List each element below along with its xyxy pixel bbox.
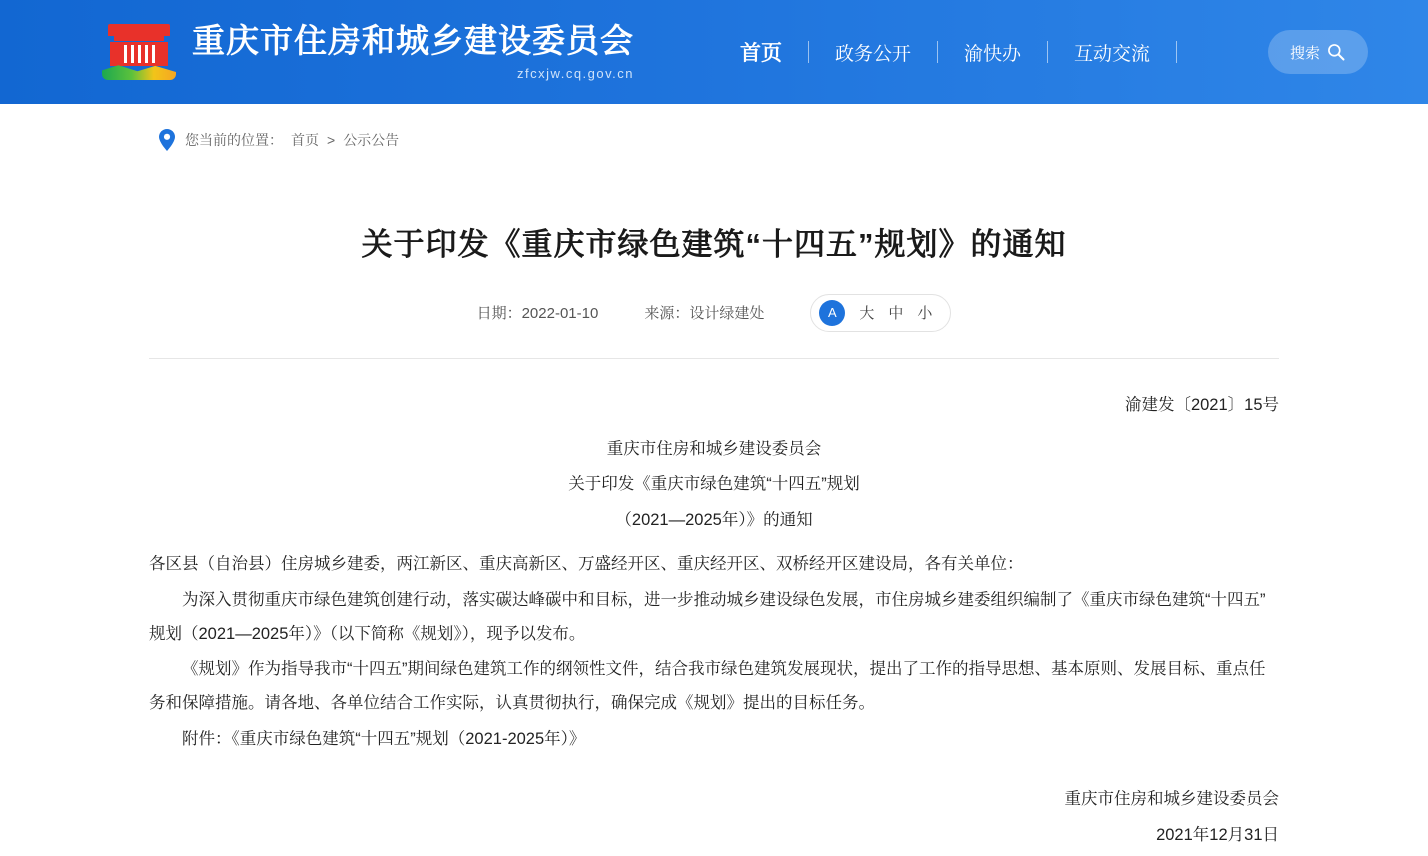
source-label: 来源：设计绿建处 (644, 305, 765, 323)
breadcrumb-item-announcements[interactable]: 公示公告 (343, 132, 400, 148)
font-size-small[interactable]: 小 (917, 305, 933, 323)
search-button[interactable] (1268, 30, 1368, 74)
nav-item-yukuaiban[interactable]: 渝快办 (964, 43, 1022, 65)
font-size-icon: A (819, 300, 845, 326)
main-nav (714, 37, 1177, 67)
issuing-agency: 重庆市住房和城乡建设委员会 (606, 439, 822, 458)
addressee-line: 各区县（自治县）住房城乡建委，两江新区、重庆高新区、万盛经开区、重庆经开区、双桥经开区建设局，各有关单位： (149, 555, 1024, 574)
nav-separator (1176, 41, 1177, 63)
location-pin-icon (157, 128, 177, 152)
signature-date: 2021年12月31日 (1156, 825, 1279, 844)
subject-line-2: （2021—2025年）》的通知 (615, 511, 813, 530)
brand-domain: zfcxjw.cq.gov.cn (517, 65, 634, 81)
search-icon (1326, 42, 1346, 62)
building-logo-icon (100, 22, 178, 82)
font-size-control[interactable] (810, 294, 951, 332)
subject-line-1: 关于印发《重庆市绿色建筑“十四五”规划 (568, 475, 860, 494)
article-body (149, 359, 1279, 853)
nav-item-government-affairs[interactable]: 政务公开 (835, 43, 912, 65)
breadcrumb (59, 104, 1369, 156)
breadcrumb-prefix: 您当前的位置： (185, 132, 283, 148)
font-size-large[interactable]: 大 (859, 305, 875, 323)
document-number: 渝建发〔2021〕15号 (1124, 395, 1279, 414)
breadcrumb-separator: > (327, 132, 336, 148)
article (149, 156, 1279, 332)
publish-date: 日期：2022-01-10 (476, 305, 599, 323)
attachment-line: 附件：《重庆市绿色建筑“十四五”规划（2021-2025年）》 (182, 730, 586, 749)
site-brand[interactable] (100, 22, 634, 82)
font-size-medium[interactable]: 中 (888, 305, 904, 323)
paragraph-1: 为深入贯彻重庆市绿色建筑创建行动，落实碳达峰碳中和目标，进一步推动城乡建设绿色发展，市住房城乡建委组织编制了《重庆市绿色建筑“十四五”规划（2021—2025年）》（以下简称《规划》），现予以发布。 (149, 590, 1266, 643)
nav-item-home[interactable]: 首页 (740, 42, 782, 65)
nav-item-interaction[interactable]: 互动交流 (1074, 43, 1151, 65)
site-header (0, 0, 1428, 104)
breadcrumb-item-home[interactable]: 首页 (291, 132, 319, 148)
brand-title: 重庆市住房和城乡建设委员会 (192, 22, 634, 60)
search-label: 搜索 (1289, 44, 1320, 62)
page-title: 关于印发《重庆市绿色建筑“十四五”规划》的通知 (361, 226, 1067, 262)
paragraph-2: 《规划》作为指导我市“十四五”期间绿色建筑工作的纲领性文件，结合我市绿色建筑发展现状，提出了工作的指导思想、基本原则、发展目标、重点任务和保障措施。请各地、各单位结合工作实际，认真贯彻执行，确保完成《规划》提出的目标任务。 (149, 660, 1266, 713)
signature: 重庆市住房和城乡建设委员会 (1064, 789, 1279, 808)
article-meta (149, 294, 1279, 332)
